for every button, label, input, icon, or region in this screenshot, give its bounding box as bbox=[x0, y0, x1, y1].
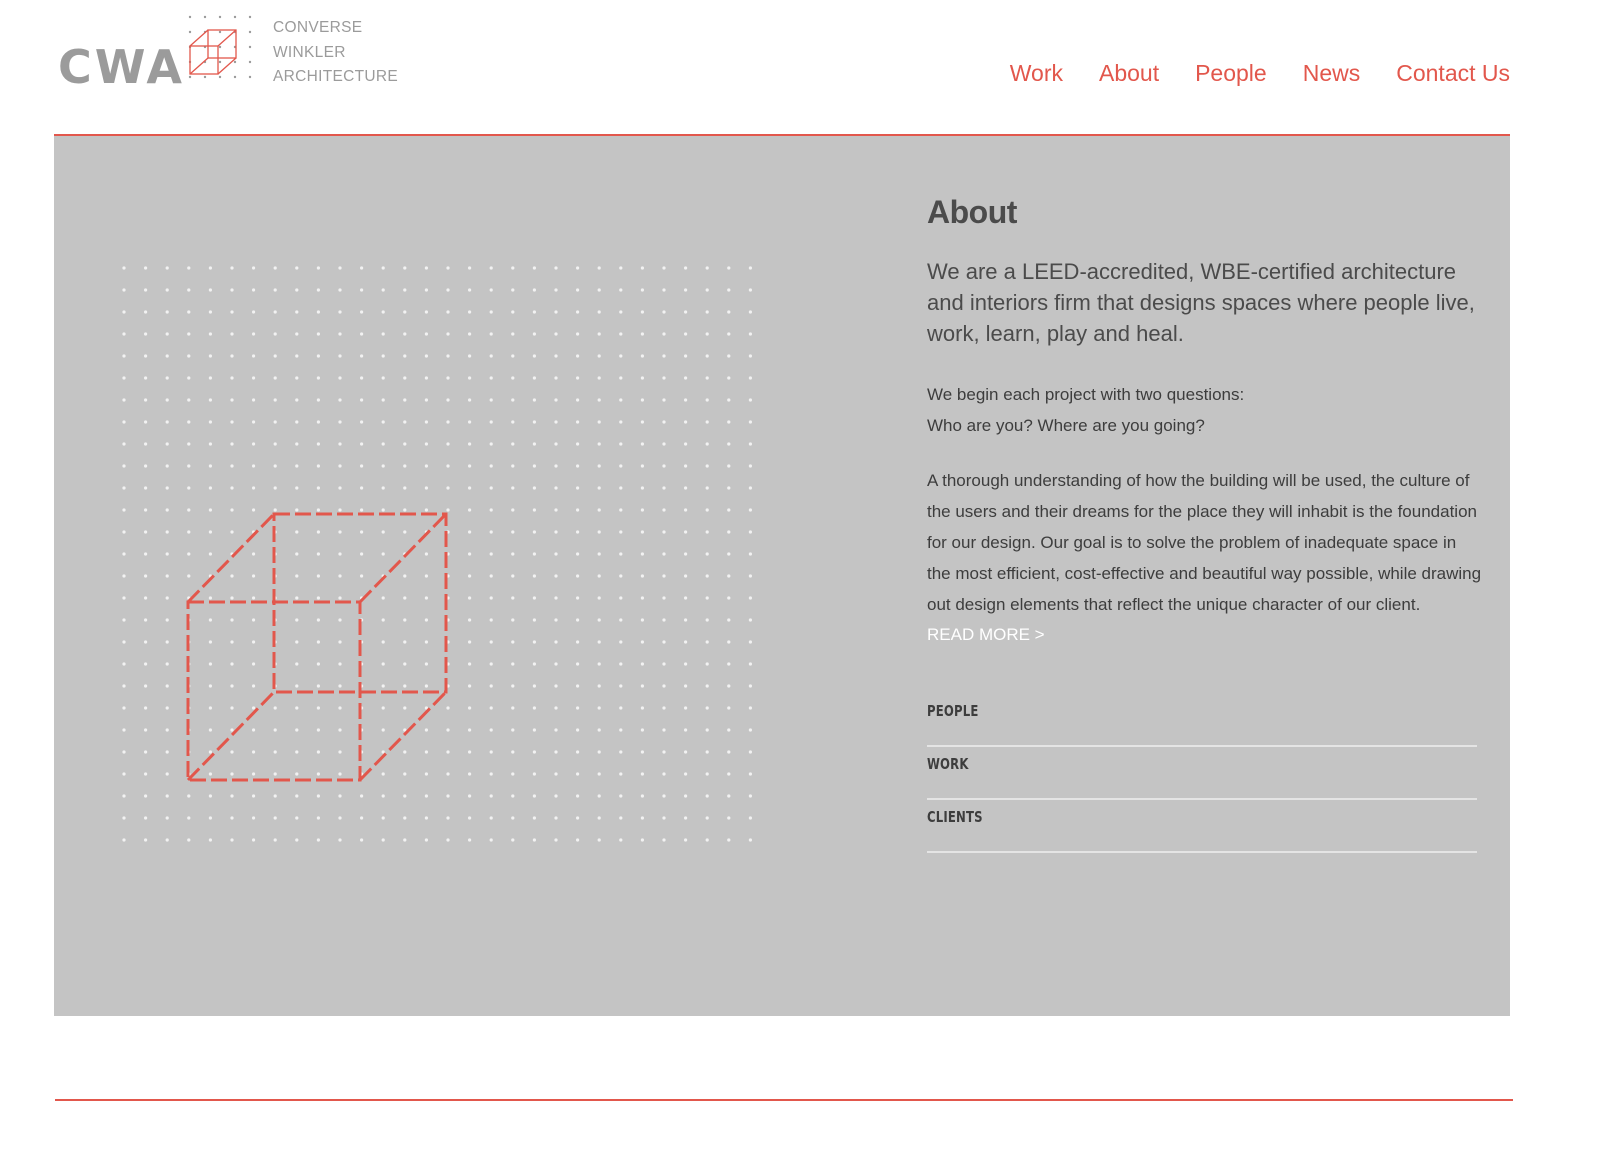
sub-link-label: PEOPLE bbox=[927, 702, 979, 720]
nav-people[interactable]: People bbox=[1195, 60, 1267, 86]
logo-line-architecture: ARCHITECTURE bbox=[273, 68, 399, 85]
footer-divider bbox=[55, 1099, 1513, 1101]
about-body: A thorough understanding of how the building will be used, the culture of the users and their dreams for the place they will inhabit is the foundation for our design. Our goal is to solve the problem of inadequate space in the most efficient, cost-effective and beautiful way possible, while drawing out design elements that reflect the unique character of our client. bbox=[927, 471, 1482, 614]
sub-link-work[interactable] bbox=[927, 747, 1477, 800]
sub-link-label: CLIENTS bbox=[927, 808, 983, 826]
logo-cube-icon bbox=[188, 14, 258, 84]
nav-work[interactable]: Work bbox=[1009, 60, 1063, 86]
sub-link-people[interactable] bbox=[927, 694, 1477, 747]
nav-news[interactable]: News bbox=[1302, 60, 1361, 86]
question-line-1: We begin each project with two questions: bbox=[927, 385, 1245, 404]
about-lead: We are a LEED-accredited, WBE-certified architecture and interiors firm that designs spaces where people live, work, learn, play and heal. bbox=[927, 259, 1475, 346]
site-header bbox=[0, 0, 1600, 136]
question-line-2: Who are you? Where are you going? bbox=[927, 416, 1205, 435]
logo-mark: CWA bbox=[58, 40, 186, 94]
nav-about[interactable]: About bbox=[1098, 60, 1160, 86]
main-nav bbox=[1010, 58, 1510, 88]
sub-link-clients[interactable] bbox=[927, 800, 1477, 853]
about-questions bbox=[927, 379, 1483, 441]
nav-contact-us[interactable]: Contact Us bbox=[1396, 60, 1510, 86]
read-more-link[interactable]: READ MORE > bbox=[927, 625, 1045, 644]
logo-line-converse: CONVERSE bbox=[273, 19, 363, 36]
about-content bbox=[927, 192, 1483, 853]
logo-wordmark bbox=[273, 16, 398, 90]
page-title: About bbox=[927, 194, 1017, 230]
site-logo[interactable] bbox=[58, 14, 398, 94]
sub-link-label: WORK bbox=[927, 755, 969, 773]
about-sub-links bbox=[927, 694, 1477, 853]
dashed-cube-on-dot-grid-icon bbox=[120, 262, 760, 862]
logo-line-winkler: WINKLER bbox=[273, 43, 346, 61]
about-hero bbox=[54, 136, 1510, 1016]
